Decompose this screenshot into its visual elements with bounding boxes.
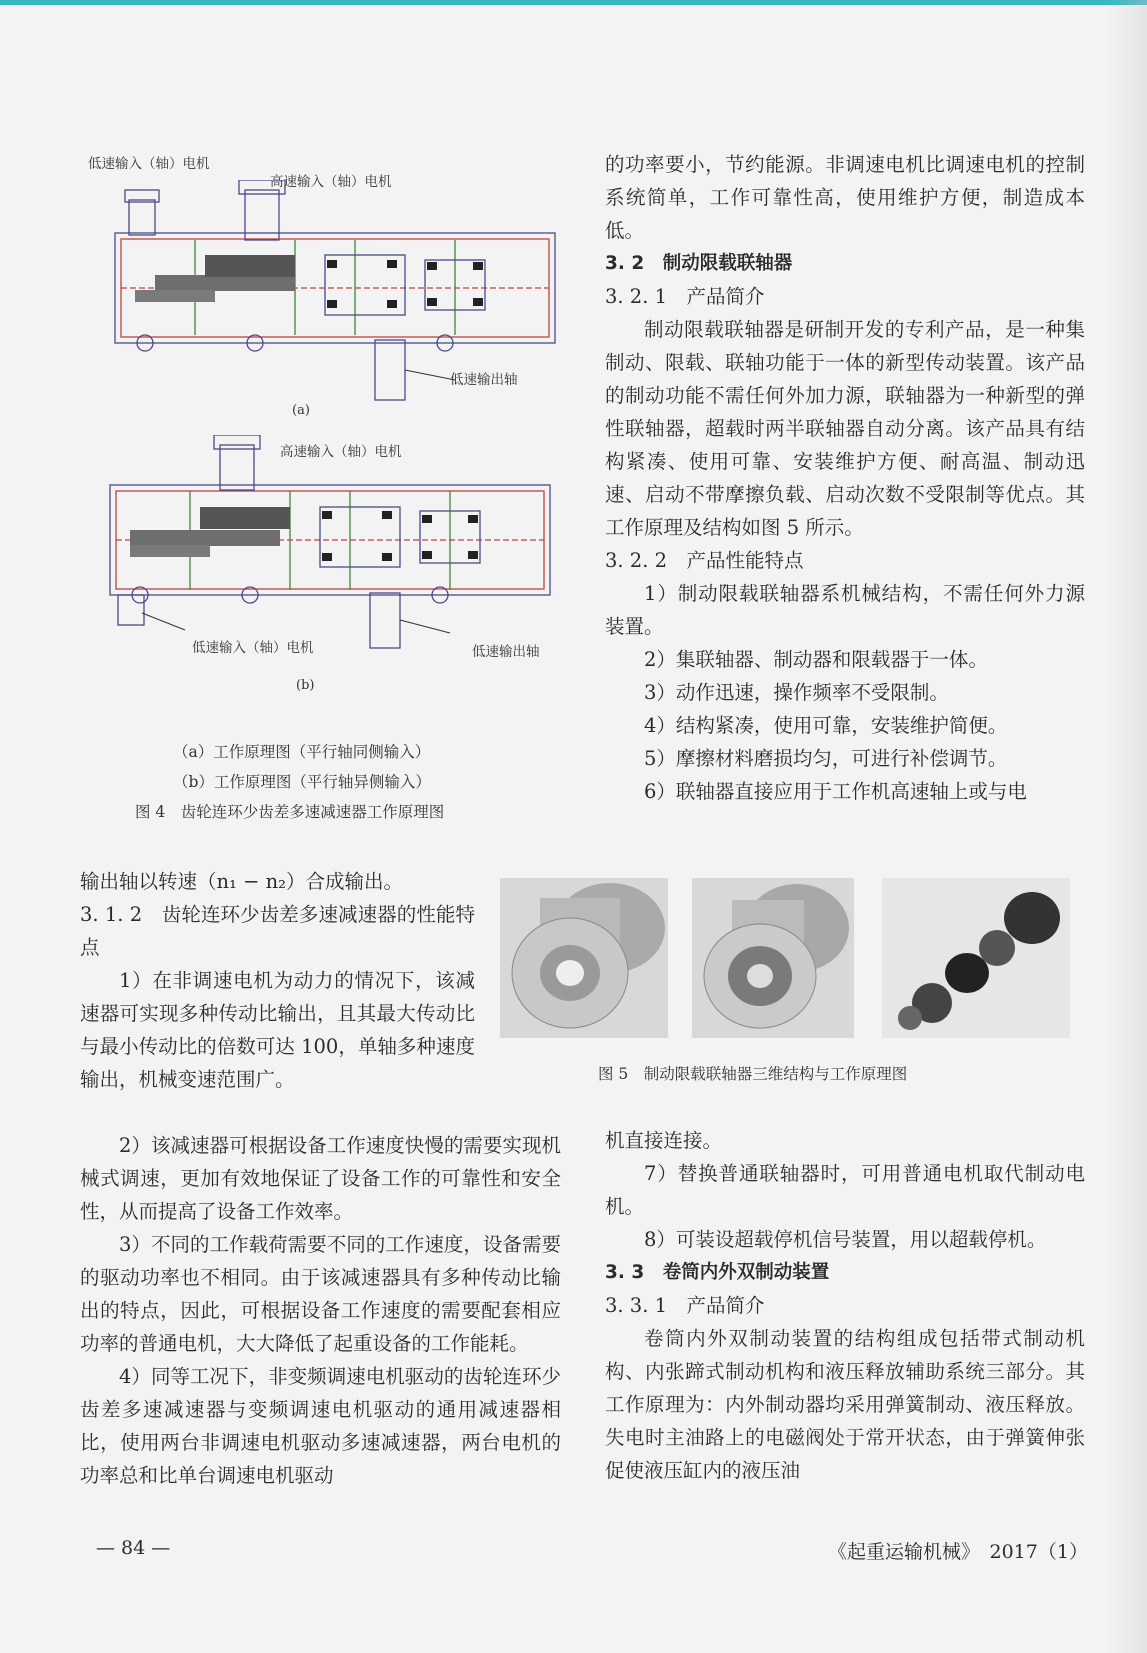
figure-4	[80, 150, 580, 830]
coupling-photo-1	[500, 878, 668, 1038]
subsection-heading-3-2-1: 3. 2. 1 产品简介	[605, 285, 765, 308]
paragraph: 的功率要小，节约能源。非调速电机比调速电机的控制系统简单，工作可靠性高，使用维护方便，制造成本低。	[605, 153, 1085, 242]
list-item: 5）摩擦材料磨损均匀，可进行补偿调节。	[644, 747, 1008, 770]
paragraph: 输出轴以转速（n₁ − n₂）合成输出。	[80, 870, 403, 893]
figure-4-legend-a: （a）工作原理图（平行轴同侧输入）	[173, 743, 431, 761]
list-item: 3）动作迅速，操作频率不受限制。	[644, 681, 949, 704]
journal-issue: 《起重运输机械》 2017（1）	[828, 1541, 1088, 1563]
subsection-heading-3-1-2: 3. 1. 2 齿轮连环少齿差多速减速器的性能特点	[80, 903, 475, 959]
right-column-bottom	[605, 1124, 1085, 1487]
coupling-exploded-view	[882, 878, 1070, 1038]
label-low-output-shaft-a: 低速输出轴	[450, 372, 518, 388]
list-item: 1）制动限载联轴器系机械结构，不需任何外力源装置。	[605, 582, 1085, 638]
paragraph: 卷筒内外双制动装置的结构组成包括带式制动机构、内张蹄式制动机构和液压释放辅助系统三部分。其工作原理为：内外制动器均采用弹簧制动、液压释放。失电时主油路上的电磁阀处于常开状态，由于弹簧伸张促使液压缸内的液压油	[605, 1327, 1085, 1482]
list-item: 3）不同的工作载荷需要不同的工作速度，设备需要的驱动功率也不相同。由于该减速器具有多种传动比输出的特点，因此，可根据设备工作速度的需要配套相应功率的普通电机，大大降低了起重设备的工作能耗。	[80, 1233, 561, 1355]
subsection-heading-3-2-2: 3. 2. 2 产品性能特点	[605, 549, 804, 572]
figure-5	[500, 878, 1070, 1088]
label-low-input-motor-b: 低速输入（轴）电机	[192, 640, 314, 656]
page-number: — 84 —	[96, 1537, 171, 1559]
coupling-photo-2	[692, 878, 854, 1038]
list-item: 4）同等工况下，非变频调速电机驱动的齿轮连环少齿差多速减速器与变频调速电机驱动的通用减速器相比，使用两台非调速电机驱动多速减速器，两台电机的功率总和比单台调速电机驱动	[80, 1365, 561, 1487]
right-column-top	[605, 148, 1085, 808]
list-item: 8）可装设超载停机信号装置，用以超载停机。	[644, 1228, 1047, 1251]
list-item: 2）集联轴器、制动器和限载器于一体。	[644, 648, 988, 671]
section-heading-3-3: 3. 3 卷筒内外双制动装置	[605, 1262, 830, 1283]
label-low-output-shaft-b: 低速输出轴	[472, 644, 540, 660]
subfigure-label-a: (a)	[292, 403, 310, 418]
left-column-bottom	[80, 865, 475, 1096]
paragraph: 机直接连接。	[605, 1129, 723, 1152]
left-column-bottom-wide	[80, 1129, 561, 1492]
label-high-input-motor-b: 高速输入（轴）电机	[280, 444, 402, 460]
subfigure-label-b: (b)	[296, 678, 315, 693]
top-rule	[0, 0, 1147, 5]
list-item: 4）结构紧凑，使用可靠，安装维护简便。	[644, 714, 1008, 737]
page-edge-shadow	[1107, 0, 1147, 1653]
section-heading-3-2: 3. 2 制动限载联轴器	[605, 253, 793, 274]
figure-4-caption: 图 4 齿轮连环少齿差多速减速器工作原理图	[135, 803, 445, 821]
figure-5-caption: 图 5 制动限载联轴器三维结构与工作原理图	[598, 1065, 908, 1083]
list-item: 2）该减速器可根据设备工作速度快慢的需要实现机械式调速，更加有效地保证了设备工作的可靠性和安全性，从而提高了设备工作效率。	[80, 1134, 561, 1223]
figure-4-legend-b: （b）工作原理图（平行轴异侧输入）	[173, 773, 431, 791]
subsection-heading-3-3-1: 3. 3. 1 产品简介	[605, 1294, 765, 1317]
label-low-input-motor-a: 低速输入（轴）电机	[88, 156, 210, 172]
list-item: 1）在非调速电机为动力的情况下，该减速器可实现多种传动比输出，且其最大传动比与最小传动比的倍数可达 100，单轴多种速度输出，机械变速范围广。	[80, 969, 475, 1091]
list-item: 6）联轴器直接应用于工作机高速轴上或与电	[644, 780, 1027, 803]
list-item: 7）替换普通联轴器时，可用普通电机取代制动电机。	[605, 1162, 1085, 1218]
paragraph: 制动限载联轴器是研制开发的专利产品，是一种集制动、限载、联轴功能于一体的新型传动装置。该产品的制动功能不需任何外加力源，联轴器为一种新型的弹性联轴器，超载时两半联轴器自动分离。该产品具有结构紧凑、使用可靠、安装维护方便、耐高温、制动迅速、启动不带摩擦负载、启动次数不受限制等优点。其工作原理及结构如图 5 所示。	[605, 318, 1085, 539]
gearbox-diagram-b	[100, 435, 570, 655]
label-high-input-motor-a: 高速输入（轴）电机	[270, 174, 392, 190]
